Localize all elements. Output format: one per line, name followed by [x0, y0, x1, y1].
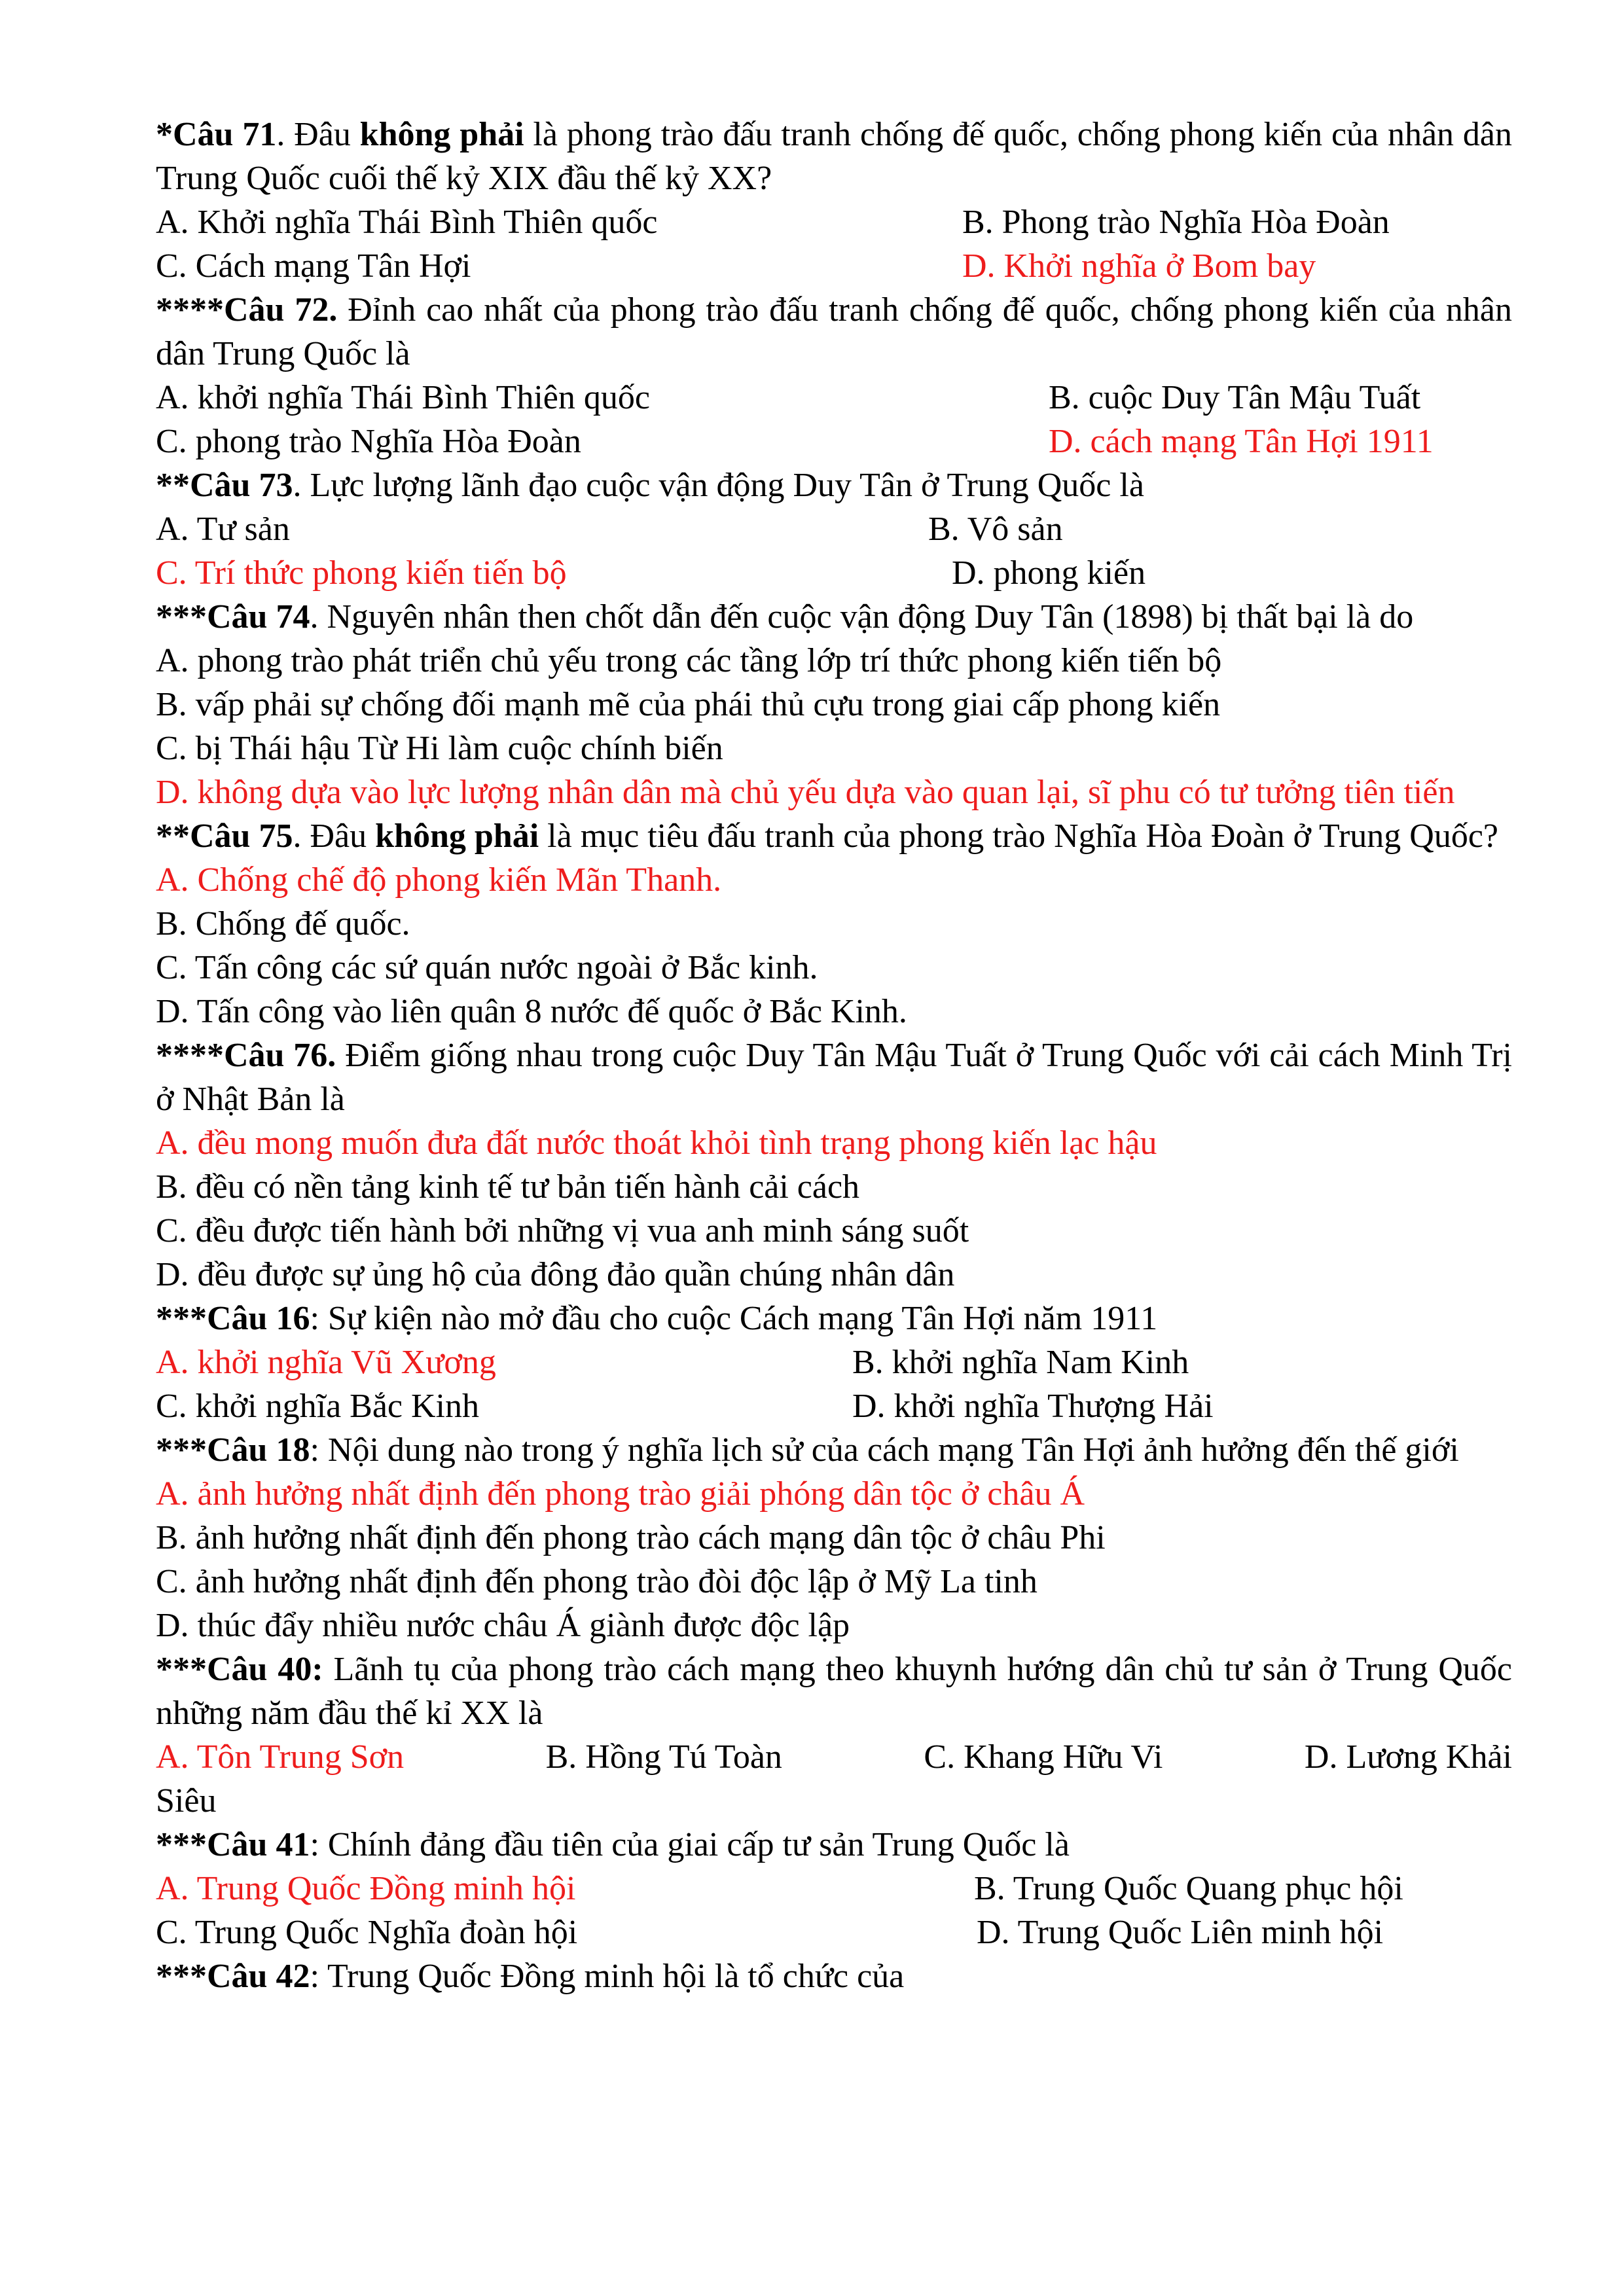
option-d-correct: D. Khởi nghĩa ở Bom bay: [962, 247, 1316, 285]
option-d: D. phong kiến: [952, 554, 1146, 592]
question-76: ****Câu 76. Điểm giống nhau trong cuộc Duy Tân Mậu Tuất ở Trung Quốc với cải cách Minh Trị ở Nhật Bản là: [156, 1037, 1512, 1118]
option-a-correct: A. đều mong muốn đưa đất nước thoát khỏi tình trạng phong kiến lạc hậu: [156, 1124, 1157, 1162]
document-page: [156, 113, 1512, 1998]
option-a-correct: A. Tôn Trung Sơn: [156, 1738, 405, 1776]
option-a: A. khởi nghĩa Thái Bình Thiên quốc: [156, 379, 650, 416]
options-row: [156, 507, 1512, 551]
option-d-correct: D. không dựa vào lực lượng nhân dân mà chủ yếu dựa vào quan lại, sĩ phu có tư tưởng tiên tiến: [156, 774, 1455, 811]
option-a: A. phong trào phát triển chủ yếu trong các tầng lớp trí thức phong kiến tiến bộ: [156, 642, 1222, 679]
option-a: A. Khởi nghĩa Thái Bình Thiên quốc: [156, 204, 658, 241]
options-row: [156, 200, 1512, 244]
option-b: B. Vô sản: [928, 511, 1063, 548]
option-d: D. thúc đẩy nhiều nước châu Á giành được độc lập: [156, 1607, 850, 1644]
question-number: **Câu 73: [156, 467, 293, 504]
options-row: [156, 1735, 1512, 1779]
question-number: ****Câu 76.: [156, 1037, 336, 1074]
option-c: C. khởi nghĩa Bắc Kinh: [156, 1388, 479, 1425]
options-row: [156, 551, 1512, 595]
question-number: ***Câu 42: [156, 1958, 310, 1995]
options-row: [156, 420, 1512, 463]
option-b: B. Chống đế quốc.: [156, 905, 410, 942]
option-d-continued: Siêu: [156, 1782, 217, 1820]
option-b: B. Phong trào Nghĩa Hòa Đoàn: [962, 204, 1390, 241]
question-number: ***Câu 40:: [156, 1651, 323, 1688]
option-b: B. đều có nền tảng kinh tế tư bản tiến hành cải cách: [156, 1168, 860, 1206]
question-71: *Câu 71. Đâu không phải là phong trào đấu tranh chống đế quốc, chống phong kiến của nhân dân Trung Quốc cuối thế kỷ XIX đầu thế kỷ XX?: [156, 116, 1512, 197]
option-d: D. đều được sự ủng hộ của đông đảo quần chúng nhân dân: [156, 1256, 955, 1293]
option-b: B. vấp phải sự chống đối mạnh mẽ của phái thủ cựu trong giai cấp phong kiến: [156, 686, 1221, 723]
question-72: ****Câu 72. Đỉnh cao nhất của phong trào đấu tranh chống đế quốc, chống phong kiến của nhân dân Trung Quốc là: [156, 291, 1513, 372]
question-number: ***Câu 74: [156, 598, 310, 636]
option-b: B. Hồng Tú Toàn: [545, 1738, 782, 1776]
question-73: **Câu 73. Lực lượng lãnh đạo cuộc vận động Duy Tân ở Trung Quốc là: [156, 467, 1144, 504]
question-number: ****Câu 72.: [156, 291, 338, 329]
question-number: *Câu 71: [156, 116, 277, 153]
option-c: C. đều được tiến hành bởi những vị vua anh minh sáng suốt: [156, 1212, 969, 1249]
option-d: D. Tấn công vào liên quân 8 nước đế quốc ở Bắc Kinh.: [156, 993, 907, 1030]
option-d-correct: D. cách mạng Tân Hợi 1911: [1049, 423, 1434, 460]
option-b: B. cuộc Duy Tân Mậu Tuất: [1049, 379, 1421, 416]
question-40: ***Câu 40: Lãnh tụ của phong trào cách mạng theo khuynh hướng dân chủ tư sản ở Trung Quốc những năm đầu thế kỉ XX là: [156, 1651, 1512, 1732]
question-41: ***Câu 41: Chính đảng đầu tiên của giai cấp tư sản Trung Quốc là: [156, 1826, 1070, 1863]
question-number: ***Câu 41: [156, 1826, 310, 1863]
option-b: B. khởi nghĩa Nam Kinh: [852, 1344, 1189, 1381]
question-number: ***Câu 18: [156, 1431, 310, 1469]
question-74: ***Câu 74. Nguyên nhân then chốt dẫn đến cuộc vận động Duy Tân (1898) bị thất bại là do: [156, 598, 1414, 636]
option-c: C. ảnh hưởng nhất định đến phong trào đòi độc lập ở Mỹ La tinh: [156, 1563, 1038, 1600]
option-d: D. Lương Khải: [1304, 1738, 1512, 1776]
option-a-correct: A. khởi nghĩa Vũ Xương: [156, 1344, 496, 1381]
question-16: ***Câu 16: Sự kiện nào mở đầu cho cuộc Cách mạng Tân Hợi năm 1911: [156, 1300, 1158, 1337]
question-number: ***Câu 16: [156, 1300, 310, 1337]
option-c: C. Khang Hữu Vi: [924, 1738, 1163, 1776]
options-row: [156, 1340, 1512, 1384]
option-c: C. Cách mạng Tân Hợi: [156, 247, 471, 285]
options-row: [156, 1384, 1512, 1428]
options-row: [156, 1910, 1512, 1954]
options-row: [156, 376, 1512, 420]
option-d: D. Trung Quốc Liên minh hội: [977, 1914, 1384, 1951]
option-a-correct: A. Trung Quốc Đồng minh hội: [156, 1870, 576, 1907]
option-a-correct: A. Chống chế độ phong kiến Mãn Thanh.: [156, 861, 722, 899]
options-row: [156, 1867, 1512, 1910]
question-42: ***Câu 42: Trung Quốc Đồng minh hội là tổ chức của: [156, 1958, 905, 1995]
option-c-correct: C. Trí thức phong kiến tiến bộ: [156, 554, 567, 592]
option-c: C. Tấn công các sứ quán nước ngoài ở Bắc kinh.: [156, 949, 818, 986]
question-18: ***Câu 18: Nội dung nào trong ý nghĩa lịch sử của cách mạng Tân Hợi ảnh hưởng đến thế giới: [156, 1431, 1459, 1469]
option-b: B. Trung Quốc Quang phục hội: [974, 1870, 1403, 1907]
option-c: C. Trung Quốc Nghĩa đoàn hội: [156, 1914, 578, 1951]
option-a-correct: A. ảnh hưởng nhất định đến phong trào giải phóng dân tộc ở châu Á: [156, 1475, 1085, 1513]
options-row: [156, 244, 1512, 288]
option-c: C. phong trào Nghĩa Hòa Đoàn: [156, 423, 581, 460]
option-b: B. ảnh hưởng nhất định đến phong trào cách mạng dân tộc ở châu Phi: [156, 1519, 1106, 1556]
option-a: A. Tư sản: [156, 511, 290, 548]
question-number: **Câu 75: [156, 817, 293, 855]
option-c: C. bị Thái hậu Từ Hi làm cuộc chính biến: [156, 730, 723, 767]
option-d: D. khởi nghĩa Thượng Hải: [852, 1388, 1214, 1425]
question-75: **Câu 75. Đâu không phải là mục tiêu đấu tranh của phong trào Nghĩa Hòa Đoàn ở Trung Quốc?: [156, 817, 1498, 855]
